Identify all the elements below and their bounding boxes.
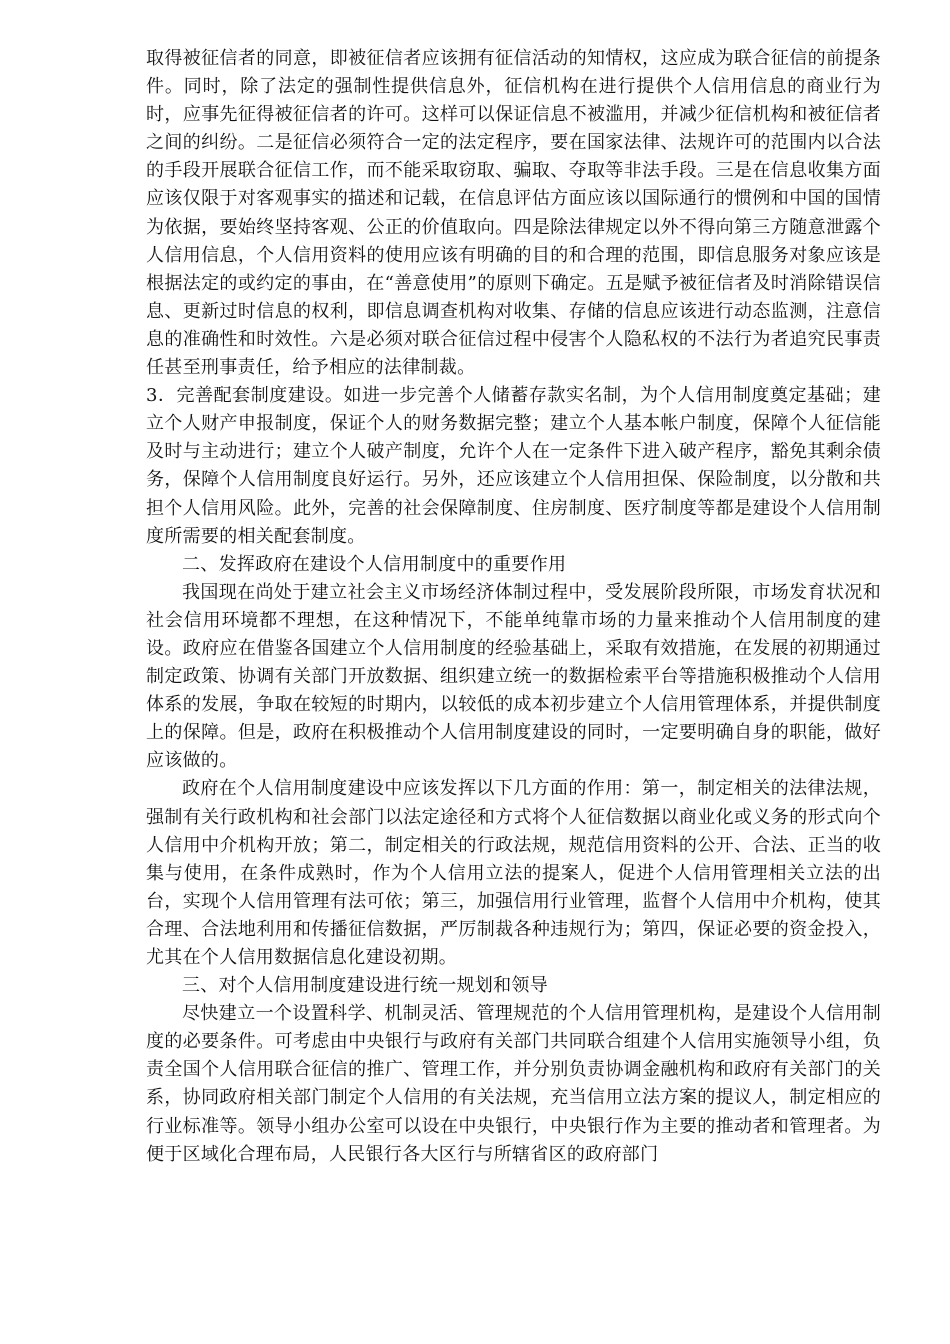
paragraph-supporting-systems: 3．完善配套制度建设。如进一步完善个人储蓄存款实名制，为个人信用制度奠定基础；建立个人财产申报制度，保证个人的财务数据完整；建立个人基本帐户制度，保障个人征信能及时与主动进行；建立个人破产制度，允许个人在一定条件下进入破产程序，豁免其剩余债务，保障个人信用制度良好运行。另外，还应该建立个人信用担保、保险制度，以分散和共担个人信用风险。此外，完善的社会保障制度、住房制度、医疗制度等都是建设个人信用制度所需要的相关配套制度。 bbox=[146, 385, 881, 547]
paragraph-government-functions: 政府在个人信用制度建设中应该发挥以下几方面的作用：第一，制定相关的法律法规，强制有关行政机构和社会部门以法定途径和方式将个人征信数据以商业化或义务的形式向个人信用中介机构开放；第二，制定相关的行政法规，规范信用资料的公开、合法、正当的收集与使用，在条件成熟时，作为个人信用立法的提案人，促进个人信用管理相关立法的出台，实现个人信用管理有法可依；第三，加强信用行业管理，监督个人信用中介机构，使其合理、合法地利用和传播征信数据，严厉制裁各种违规行为；第四，保证必要的资金投入，尤其在个人信用数据信息化建设初期。 bbox=[146, 778, 881, 968]
section-heading-unified-planning: 三、对个人信用制度建设进行统一规划和领导 bbox=[182, 975, 548, 997]
paragraph-management-agency: 尽快建立一个设置科学、机制灵活、管理规范的个人信用管理机构，是建设个人信用制度的必要条件。可考虑由中央银行与政府有关部门共同联合组建个人信用实施领导小组，负责全国个人信用联合征信的推广、管理工作，并分别负责协调金融机构和政府有关部门的关系，协同政府相关部门制定个人信用的有关法规，充当信用立法方案的提议人，制定相应的行业标准等。领导小组办公室可以设在中央银行，中央银行作为主要的推动者和管理者。为便于区域化合理布局，人民银行各大区行与所辖省区的政府部门 bbox=[146, 1003, 881, 1165]
section-heading-government-role: 二、发挥政府在建设个人信用制度中的重要作用 bbox=[182, 553, 567, 575]
paragraph-government-context: 我国现在尚处于建立社会主义市场经济体制过程中，受发展阶段所限，市场发育状况和社会信用环境都不理想，在这种情况下，不能单纯靠市场的力量来推动个人信用制度的建设。政府应在借鉴各国建立个人信用制度的经验基础上，采取有效措施，在发展的初期通过制定政策、协调有关部门开放数据、组织建立统一的数据检索平台等措施积极推动个人信用体系的发展，争取在较短的时期内，以较低的成本初步建立个人信用管理体系，并提供制度上的保障。但是，政府在积极推动个人信用制度建设的同时，一定要明确自身的职能，做好应该做的。 bbox=[146, 581, 881, 772]
paragraph-principles-continued: 取得被征信者的同意，即被征信者应该拥有征信活动的知情权，这应成为联合征信的前提条件。同时，除了法定的强制性提供信息外，征信机构在进行提供个人信用信息的商业行为时，应事先征得被征信者的许可。这样可以保证信息不被滥用，并减少征信机构和被征信者之间的纠纷。二是征信必须符合一定的法定程序，要在国家法律、法规许可的范围内以合法的手段开展联合征信工作，而不能采取窃取、骗取、夺取等非法手段。三是在信息收集方面应该仅限于对客观事实的描述和记载，在信息评估方面应该以国际通行的惯例和中国的国情为依据，要始终坚持客观、公正的价值取向。四是除法律规定以外不得向第三方随意泄露个人信用信息，个人信用资料的使用应该有明确的目的和合理的范围，即信息服务对象应该是根据法定的或约定的事由，在“善意使用”的原则下确定。五是赋予被征信者及时消除错误信息、更新过时信息的权利，即信息调查机构对收集、存储的信息应该进行动态监测，注意信息的准确性和时效性。六是必须对联合征信过程中侵害个人隐私权的不法行为者追究民事责任甚至刑事责任，给予相应的法律制裁。 bbox=[146, 48, 881, 379]
document-body bbox=[146, 45, 881, 1169]
